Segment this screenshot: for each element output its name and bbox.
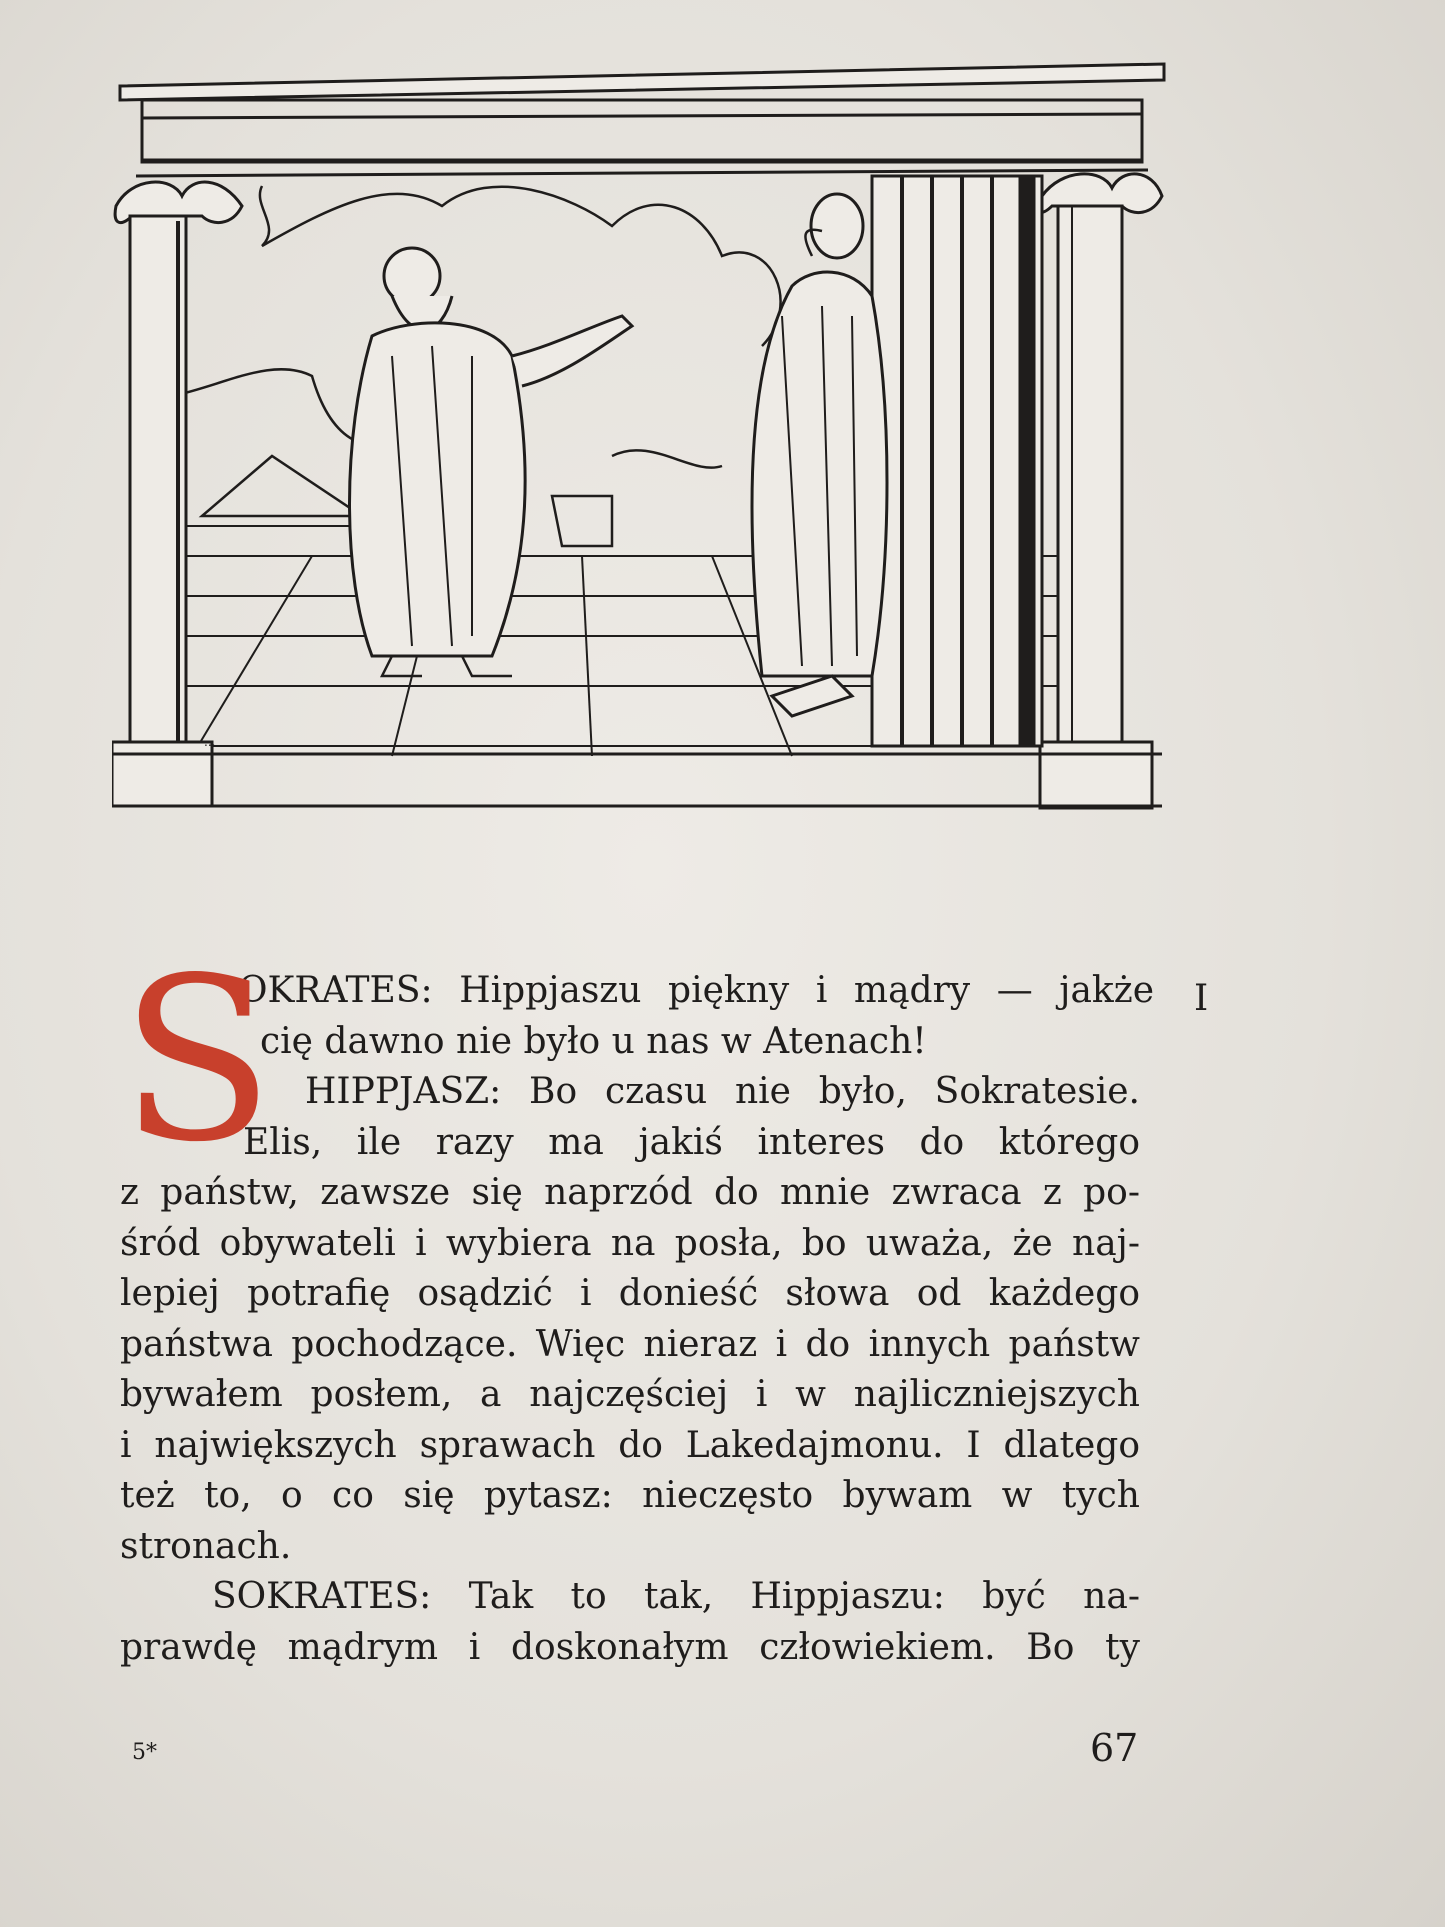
text-line: OKRATES: Hippjaszu piękny i mądry — jakże <box>238 970 1154 1011</box>
drop-cap: S <box>120 930 275 1192</box>
artist-signature: ... <box>204 735 216 749</box>
page-number: 67 <box>1090 1726 1139 1770</box>
text-line: też to, o co się pytasz: nieczęsto bywam w tych <box>120 1475 1140 1516</box>
text-line: Elis, ile razy ma jakiś interes do którego <box>243 1121 1140 1163</box>
text-line: i największych sprawach do Lakedajmonu. I dlatego <box>120 1424 1140 1466</box>
text-line: lepiej potrafię osądzić i donieść słowa od każdego <box>120 1273 1140 1314</box>
margin-section-mark: I <box>1194 978 1209 1019</box>
dialogue-text <box>120 930 1154 1673</box>
text-line: cię dawno nie było u nas w Atenach! <box>260 1020 927 1062</box>
text-line: z państw, zawsze się naprzód do mnie zwraca z po- <box>120 1172 1140 1213</box>
text-line: śród obywateli i wybiera na posła, bo uważa, że naj- <box>120 1222 1140 1264</box>
text-line: państwa pochodzące. Więc nieraz i do innych państw <box>120 1323 1140 1365</box>
text-line: prawdę mądrym i doskonałym człowiekiem. Bo ty <box>120 1626 1140 1668</box>
text-line: stronach. <box>120 1525 292 1567</box>
socrates-hippias-illustration <box>112 56 1172 818</box>
text-line: SOKRATES: Tak to tak, Hippjaszu: być na- <box>212 1576 1140 1617</box>
signature-mark: 5* <box>132 1740 157 1765</box>
text-line: bywałem posłem, a najczęściej i w najliczniejszych <box>120 1374 1140 1415</box>
text-line: HIPPJASZ: Bo czasu nie było, Sokratesie. <box>305 1071 1140 1112</box>
